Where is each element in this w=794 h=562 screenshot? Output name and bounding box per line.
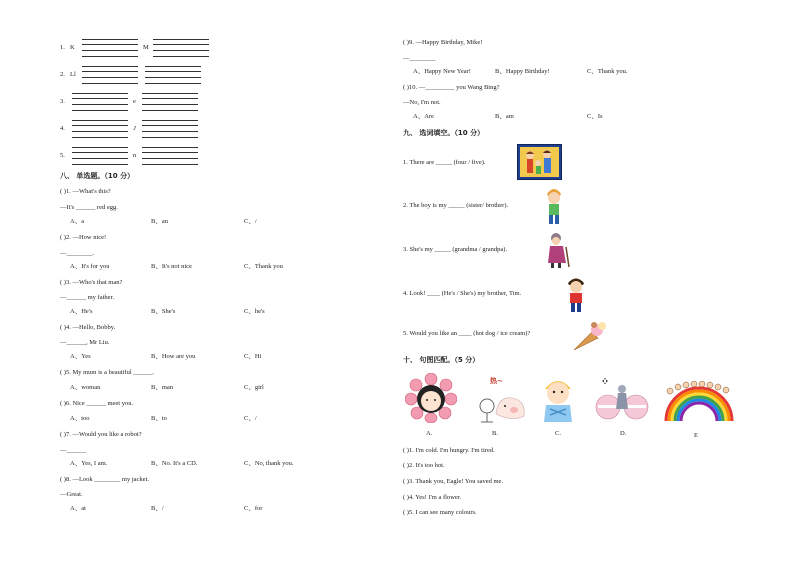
- writing-number: 4.: [60, 125, 65, 132]
- writing-letter: Ll: [70, 71, 76, 78]
- option-a: A、too: [70, 415, 90, 422]
- option-a: A、It's for you: [70, 263, 110, 270]
- writing-number: 2.: [60, 71, 65, 78]
- writing-letter: M: [143, 44, 149, 51]
- writing-number: 3.: [60, 98, 65, 105]
- option-b: B、man: [151, 384, 174, 391]
- question-answer: —It's ______ red egg.: [60, 204, 118, 211]
- fill-item: 2. The boy is my _____ (sister/ brother).: [403, 202, 509, 209]
- picture-label-d: D.: [620, 430, 627, 437]
- option-c: C、Hi: [244, 353, 262, 360]
- match-item: ( )4. Yes! I'm a flower.: [403, 494, 462, 501]
- boy-picture: [543, 186, 565, 226]
- picture-label-e: E: [694, 432, 698, 439]
- option-b: B、an: [151, 218, 168, 225]
- question-stem: ( )10. —_________ you Wang Bing?: [403, 84, 500, 91]
- writing-letter: n: [133, 152, 137, 159]
- option-c: C、No, thank you.: [244, 460, 294, 467]
- option-a: A、a: [70, 218, 85, 225]
- option-a: A、He's: [70, 308, 93, 315]
- option-c: C、girl: [244, 384, 264, 391]
- question-answer: —________.: [60, 250, 95, 257]
- ice-cream-picture: [572, 320, 608, 352]
- match-item: ( )2. It's too hot.: [403, 462, 445, 469]
- option-c: C、Thank you.: [587, 68, 628, 75]
- question-answer: —______ my father.: [60, 294, 114, 301]
- hot-caption: 热~: [490, 377, 503, 385]
- match-item: ( )5. I can see many colours.: [403, 509, 477, 516]
- rainbow-picture: [664, 381, 734, 423]
- section-title: 十、 句图匹配。（5 分）: [403, 356, 480, 364]
- question-stem: ( )3. —Who's that man?: [60, 279, 123, 286]
- brother-picture: [565, 274, 587, 314]
- cakes-picture: [594, 375, 650, 423]
- option-a: A、Yes, I am.: [70, 460, 108, 467]
- option-b: B、It's not nice: [151, 263, 192, 270]
- option-c: C、Thank you: [244, 263, 283, 270]
- cold-boy-picture: [540, 375, 576, 425]
- grandma-picture: [545, 231, 571, 269]
- hot-pig-picture: [478, 388, 528, 424]
- option-a: A、woman: [70, 384, 101, 391]
- option-b: B、to: [151, 415, 167, 422]
- option-a: A、Happy New Year!: [413, 68, 471, 75]
- question-answer: —________: [403, 55, 436, 62]
- section-title: 八、 单选题。（10 分）: [60, 172, 135, 180]
- flower-girl-picture: [405, 373, 457, 423]
- match-item: ( )1. I'm cold. I'm hungry. I'm tired.: [403, 447, 495, 454]
- question-stem: ( )2. —How nice!: [60, 234, 107, 241]
- question-stem: ( )1. —What's this?: [60, 188, 111, 195]
- option-b: B、Happy Birthday!: [495, 68, 550, 75]
- fill-item: 3. She's my _____ (grandma / grandpa).: [403, 246, 508, 253]
- match-item: ( )3. Thank you, Eagle! You saved me.: [403, 478, 504, 485]
- option-c: C、/: [244, 218, 257, 225]
- question-answer: —______: [60, 447, 86, 454]
- option-a: A、at: [70, 505, 86, 512]
- option-c: C、he's: [244, 308, 265, 315]
- option-b: B、am: [495, 113, 514, 120]
- question-stem: ( )9. —Happy Birthday, Mike!: [403, 39, 483, 46]
- picture-label-a: A.: [426, 430, 433, 437]
- option-b: B、How are you: [151, 353, 196, 360]
- writing-letter: J: [133, 125, 136, 132]
- writing-number: 5.: [60, 152, 65, 159]
- fill-item: 4. Look! ____ (He's / She's) my brother, Tim.: [403, 290, 522, 297]
- option-c: C、/: [244, 415, 257, 422]
- fill-item: 1. There are _____ (four / five).: [403, 159, 486, 166]
- option-b: B、/: [151, 505, 164, 512]
- fill-item: 5. Would you like an ____ (hot dog / ice cream)?: [403, 330, 531, 337]
- family-picture: [517, 144, 562, 180]
- section-title: 九、 选词填空。（10 分）: [403, 129, 485, 137]
- writing-number: 1.: [60, 44, 65, 51]
- question-stem: ( )8. —Look ________ my jacket.: [60, 476, 149, 483]
- writing-letter: K: [70, 44, 75, 51]
- question-answer: —No, I'm not.: [403, 99, 441, 106]
- picture-label-c: C.: [555, 430, 561, 437]
- question-answer: —Great.: [60, 491, 83, 498]
- question-stem: ( )7. —Would you like a robot?: [60, 431, 142, 438]
- option-a: A、Yes: [70, 353, 91, 360]
- option-a: A、Are: [413, 113, 434, 120]
- option-c: C、for: [244, 505, 263, 512]
- question-stem: ( )4. —Hello, Bobby.: [60, 324, 116, 331]
- question-stem: ( )5. My mum is a beautiful ______.: [60, 369, 155, 376]
- option-b: B、She's: [151, 308, 176, 315]
- question-stem: ( )6. Nice ______ meet you.: [60, 400, 134, 407]
- option-b: B、No. It's a CD.: [151, 460, 198, 467]
- option-c: C、Is: [587, 113, 603, 120]
- question-answer: —______, Mr Liu.: [60, 339, 110, 346]
- writing-letter: e: [133, 98, 136, 105]
- picture-label-b: B.: [492, 430, 498, 437]
